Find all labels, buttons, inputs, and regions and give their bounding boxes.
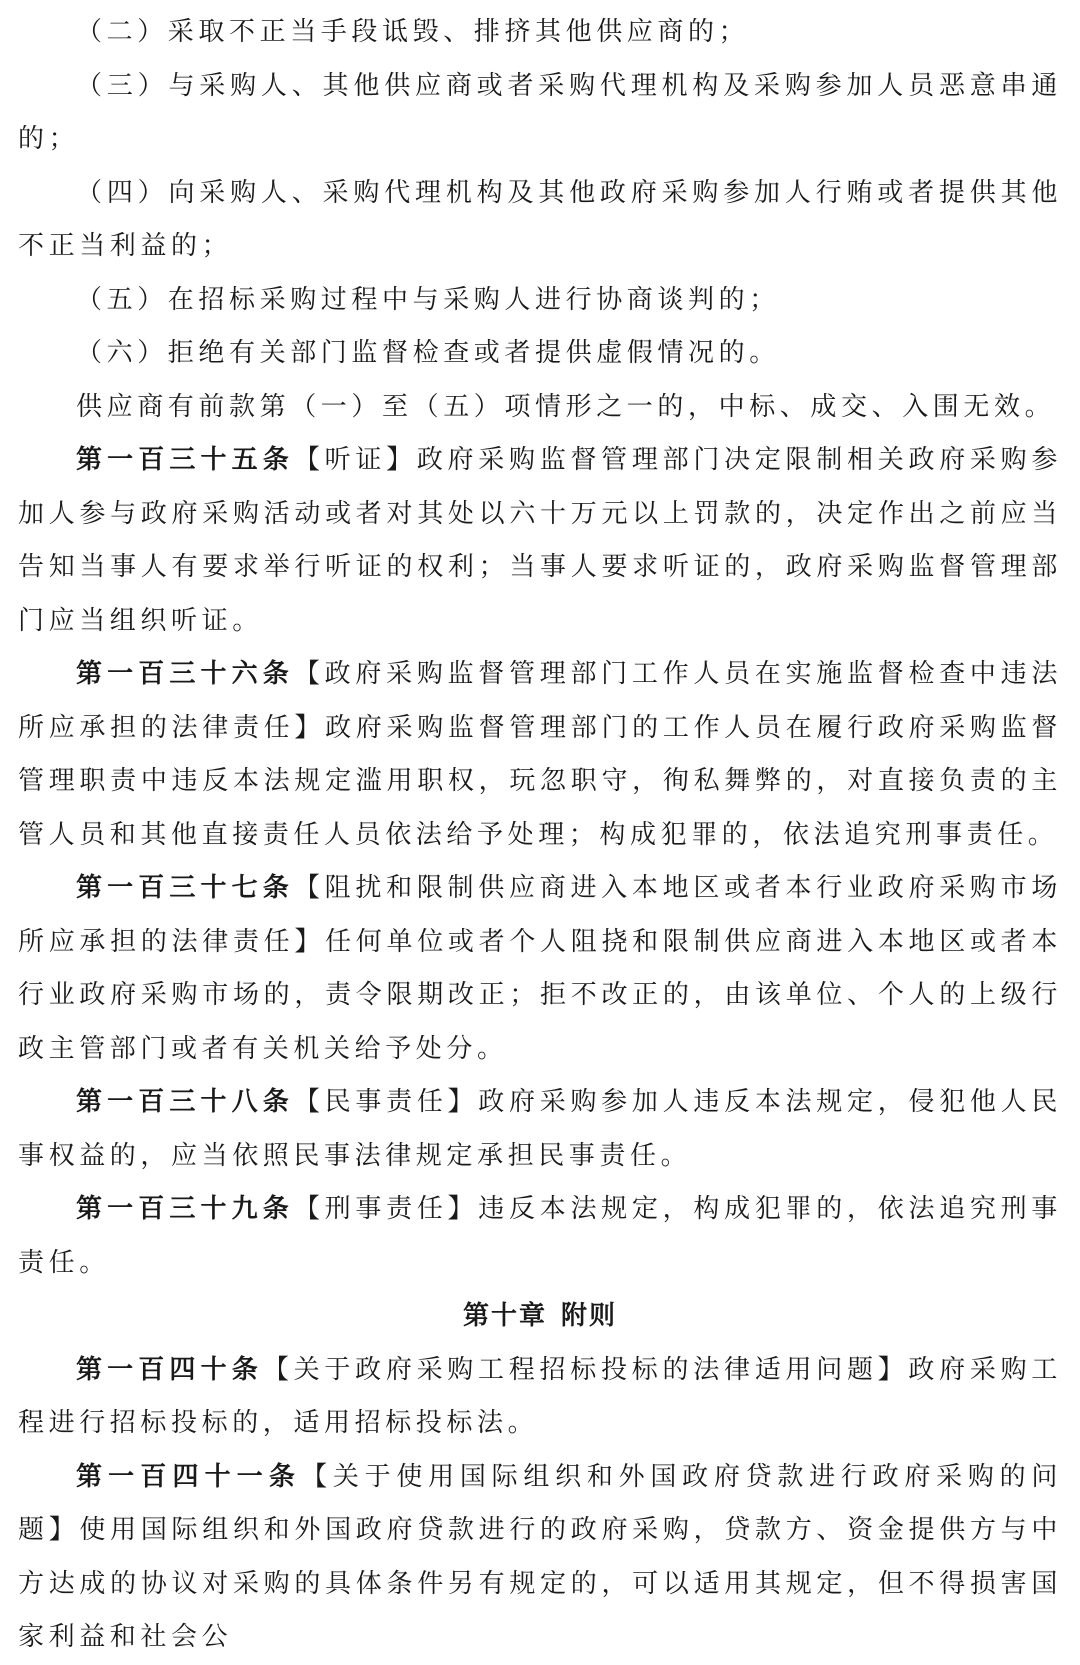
- article-number: 第一百三十九条: [76, 1194, 294, 1224]
- article-136: [18, 648, 1062, 862]
- chapter-title: 附则: [561, 1301, 618, 1331]
- clause-paragraph: （三）与采购人、其他供应商或者采购代理机构及采购参加人员恶意串通的；: [18, 70, 1062, 154]
- clause-paragraph: （二）采取不正当手段诋毁、排挤其他供应商的；: [76, 17, 750, 47]
- article-number: 第一百三十七条: [76, 873, 294, 903]
- clause-paragraph: （六）拒绝有关部门监督检查或者提供虚假情况的。: [76, 338, 780, 368]
- article-135: [18, 434, 1062, 648]
- article-body: 【关于政府采购工程招标投标的法律适用问题】政府采购工程进行招标投标的，适用招标投标法。: [18, 1354, 1062, 1438]
- article-141: [18, 1451, 1062, 1665]
- article-number: 第一百四十条: [76, 1354, 263, 1385]
- article-140: [18, 1344, 1062, 1451]
- article-number: 第一百四十一条: [76, 1461, 302, 1492]
- article-137: [18, 862, 1062, 1076]
- article-number: 第一百三十八条: [76, 1087, 294, 1117]
- article-body: 【政府采购监督管理部门工作人员在实施监督检查中违法所应承担的法律责任】政府采购监督管理部门的工作人员在履行政府采购监督管理职责中违反本法规定滥用职权，玩忽职守，徇私舞弊的，对直接负责的主管人员和其他直接责任人员依法给予处理；构成犯罪的，依法追究刑事责任。: [18, 659, 1062, 850]
- article-number: 第一百三十六条: [76, 659, 294, 689]
- clause-paragraph: （五）在招标采购过程中与采购人进行协商谈判的；: [76, 284, 780, 315]
- article-body: 【听证】政府采购监督管理部门决定限制相关政府采购参加人参与政府采购活动或者对其处以六十万元以上罚款的，决定作出之前应当告知当事人有要求举行听证的权利；当事人要求听证的，政府采购监督管理部门应当组织听证。: [18, 445, 1062, 636]
- clause-paragraph: （四）向采购人、采购代理机构及其他政府采购参加人行贿或者提供其他不正当利益的；: [18, 177, 1062, 261]
- article-body: 【民事责任】政府采购参加人违反本法规定，侵犯他人民事权益的，应当依照民事法律规定承担民事责任。: [18, 1087, 1062, 1171]
- article-138: [18, 1076, 1062, 1183]
- article-body: 【关于使用国际组织和外国政府贷款进行政府采购的问题】使用国际组织和外国政府贷款进行的政府采购，贷款方、资金提供方与中方达成的协议对采购的具体条件另有规定的，可以适用其规定，但不得损害国家利益和社会公: [18, 1461, 1062, 1652]
- article-body: 【阻扰和限制供应商进入本地区或者本行业政府采购市场所应承担的法律责任】任何单位或者个人阻挠和限制供应商进入本地区或者本行业政府采购市场的，责令限期改正；拒不改正的，由该单位、个人的上级行政主管部门或者有关机关给予处分。: [18, 873, 1062, 1064]
- chapter-heading: [18, 1290, 1062, 1344]
- article-number: 第一百三十五条: [76, 445, 294, 475]
- chapter-number: 第十章: [462, 1301, 547, 1331]
- article-body: 【刑事责任】违反本法规定，构成犯罪的，依法追究刑事责任。: [18, 1194, 1062, 1278]
- article-139: [18, 1183, 1062, 1290]
- clause-paragraph: 供应商有前款第（一）至（五）项情形之一的，中标、成交、入围无效。: [76, 391, 1056, 422]
